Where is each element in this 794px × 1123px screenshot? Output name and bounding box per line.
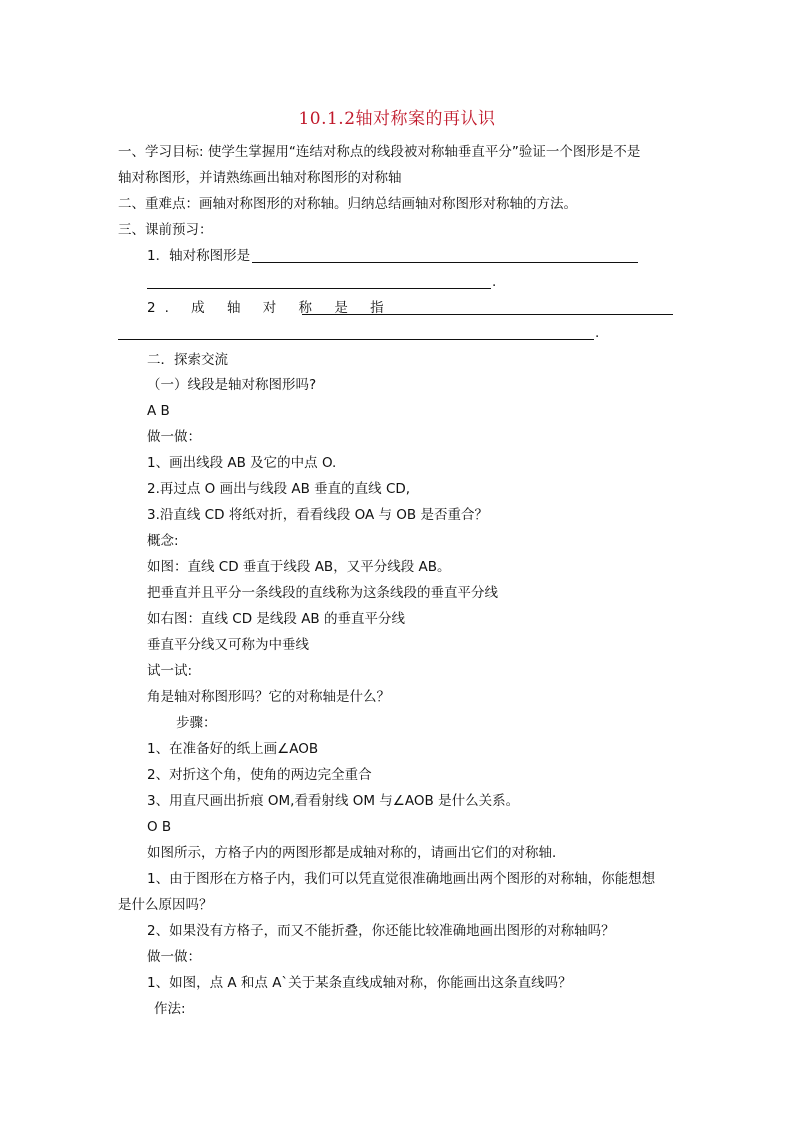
point-symmetry-question: 1、如图，点 A 和点 A`关于某条直线成轴对称，你能画出这条直线吗？ bbox=[147, 975, 572, 991]
do-it-heading-1: 做一做： bbox=[147, 429, 201, 445]
answer-blank-1a[interactable] bbox=[252, 262, 638, 263]
explore-heading: 二．探索交流 bbox=[147, 352, 228, 368]
grid-question-2: 2、如果没有方格子，而又不能折叠，你还能比较准确地画出图形的对称轴吗？ bbox=[147, 923, 615, 939]
learning-goal-line-2: 轴对称图形，并请熟练画出轴对称图形的对称轴 bbox=[118, 170, 402, 186]
method-heading: 作法: bbox=[154, 1001, 186, 1017]
grid-question-1a: 1、由于图形在方格子内，我们可以凭直觉很准确地画出两个图形的对称轴，你能想想 bbox=[147, 871, 656, 887]
answer-blank-2b[interactable] bbox=[118, 339, 594, 340]
points-ab-label: A B bbox=[147, 403, 170, 419]
angle-question: 角是轴对称图形吗？它的对称轴是什么？ bbox=[147, 689, 390, 705]
concept-line-3: 如右图：直线 CD 是线段 AB 的垂直平分线 bbox=[147, 611, 405, 627]
angle-step-1: 1、在准备好的纸上画∠AOB bbox=[147, 741, 319, 757]
answer-blank-1b[interactable] bbox=[147, 288, 491, 289]
grid-intro: 如图所示，方格子内的两图形都是成轴对称的，请画出它们的对称轴． bbox=[147, 845, 566, 861]
key-points: 二、重难点：画轴对称图形的对称轴。归纳总结画轴对称图形对称轴的方法。 bbox=[118, 196, 577, 212]
concept-line-4: 垂直平分线又可称为中垂线 bbox=[147, 637, 309, 653]
concept-heading: 概念: bbox=[147, 533, 179, 549]
grid-question-1b: 是什么原因吗？ bbox=[118, 897, 213, 913]
concept-line-2: 把垂直并且平分一条线段的直线称为这条线段的垂直平分线 bbox=[147, 585, 498, 601]
question-1: 1．轴对称图形是 bbox=[147, 248, 251, 264]
blank-1-period: . bbox=[492, 274, 497, 290]
document-title: 10.1.2轴对称案的再认识 bbox=[298, 109, 496, 129]
do-it-heading-2: 做一做： bbox=[147, 949, 201, 965]
angle-step-3: 3、用直尺画出折痕 OM,看看射线 OM 与∠AOB 是什么关系。 bbox=[147, 793, 520, 809]
answer-blank-2a[interactable] bbox=[302, 314, 673, 315]
section-1-heading: （一）线段是轴对称图形吗? bbox=[147, 377, 317, 393]
concept-line-1: 如图：直线 CD 垂直于线段 AB，又平分线段 AB。 bbox=[147, 559, 451, 575]
steps-heading: 步骤： bbox=[176, 715, 217, 731]
learning-goal-line-1: 一、学习目标: 使学生掌握用“连结对称点的线段被对称轴垂直平分”验证一个图形是不是 bbox=[118, 144, 641, 160]
points-ob-label: O B bbox=[147, 819, 172, 835]
preview-heading: 三、课前预习： bbox=[118, 222, 213, 238]
question-2: 2. 成 轴 对 称 是 指 bbox=[147, 300, 393, 316]
step-2: 2.再过点 O 画出与线段 AB 垂直的直线 CD, bbox=[147, 481, 411, 497]
try-heading: 试一试: bbox=[147, 663, 193, 679]
step-1: 1、画出线段 AB 及它的中点 O. bbox=[147, 455, 337, 471]
step-3: 3.沿直线 CD 将纸对折，看看线段 OA 与 OB 是否重合？ bbox=[147, 507, 488, 523]
blank-2-period: . bbox=[595, 325, 600, 341]
angle-step-2: 2、对折这个角，使角的两边完全重合 bbox=[147, 767, 372, 783]
